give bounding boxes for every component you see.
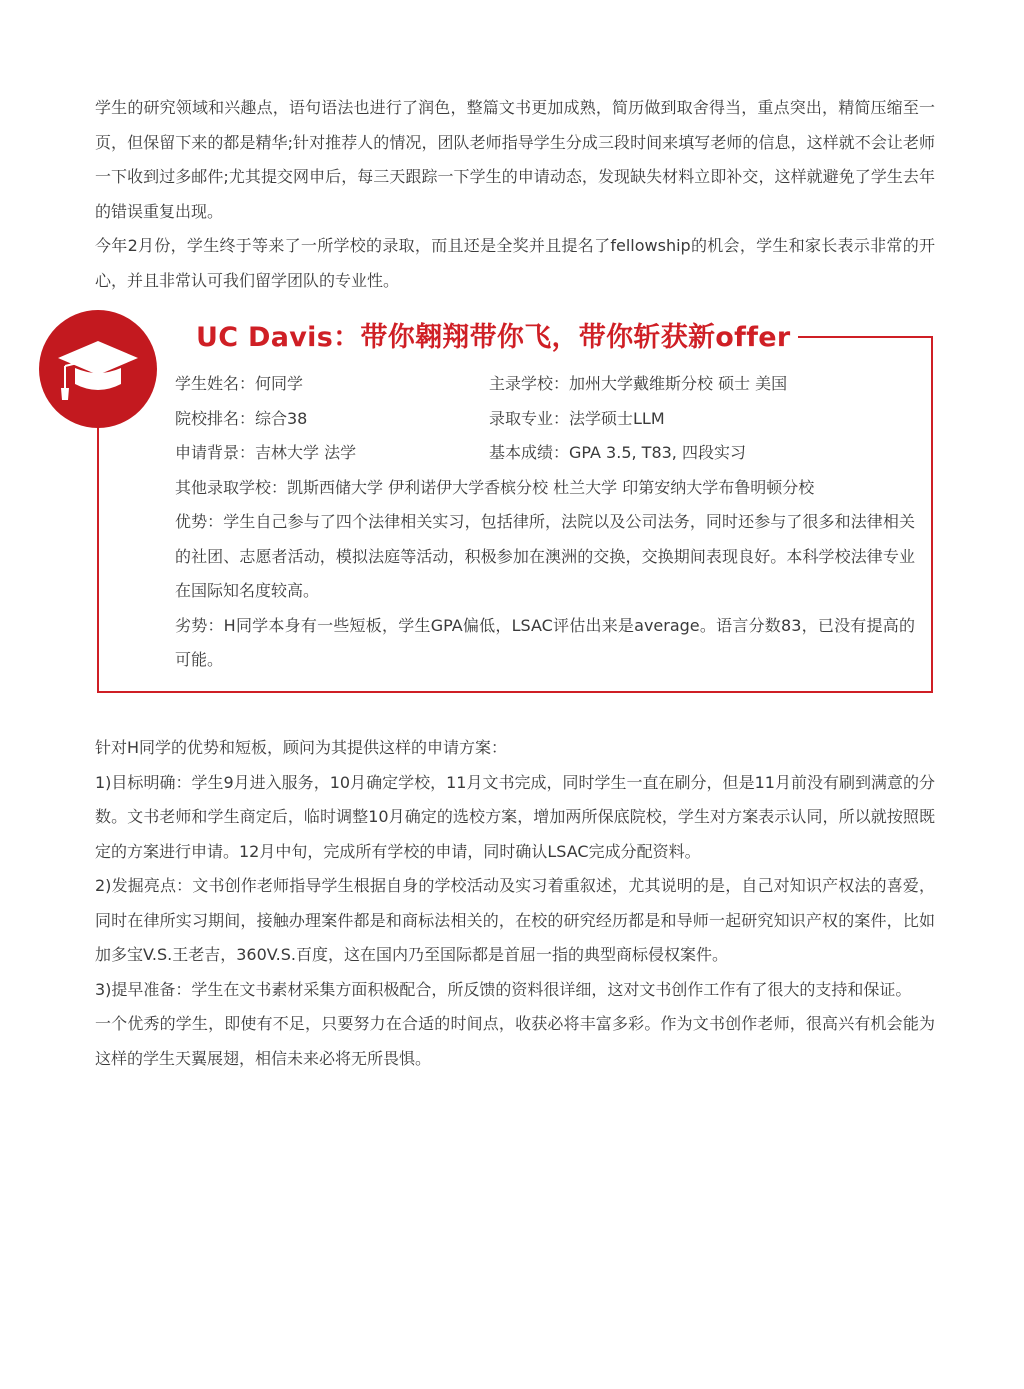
plan-intro: 针对H同学的优势和短板，顾问为其提供这样的申请方案：: [95, 738, 508, 757]
graduation-cap-icon: [39, 310, 157, 428]
basic-scores: 基本成绩：GPA 3.5, T83, 四段实习: [489, 443, 746, 462]
student-name: 学生姓名：何同学: [175, 374, 304, 393]
other-admitted-schools: 其他录取学校：凯斯西储大学 伊利诺伊大学香槟分校 杜兰大学 印第安纳大学布鲁明顿分校: [175, 477, 815, 497]
admitted-major: 录取专业：法学硕士LLM: [489, 408, 665, 428]
case-card-title: UC Davis：带你翱翔带你飞，带你斩获新offer: [196, 318, 798, 358]
main-school: 主录学校：加州大学戴维斯分校 硕士 美国: [489, 374, 788, 393]
application-plan: [95, 731, 935, 1076]
plan-item-highlights: 2)发掘亮点：文书创作老师指导学生根据自身的学校活动及实习着重叙述，尤其说明的是，自己对知识产权法的喜爱，同时在律所实习期间，接触办理案件都是和商标法相关的，在校的研究经历都是和导师一起研究知识产权的案件，比如加多宝V.S.王老吉，360V.S.百度，这在国内乃至国际都是首屈一指的典型商标侵权案件。: [95, 876, 935, 964]
info-row: [175, 436, 915, 471]
plan-closing: 一个优秀的学生，即使有不足，只要努力在合适的时间点，收获必将丰富多彩。作为文书创作老师，很高兴有机会能为这样的学生天翼展翅，相信未来必将无所畏惧。: [95, 1014, 935, 1068]
intro-paragraph-1: 学生的研究领域和兴趣点，语句语法也进行了润色，整篇文书更加成熟，简历做到取舍得当，重点突出，精简压缩至一页，但保留下来的都是精华;针对推荐人的情况，团队老师指导学生分成三段时间来填写老师的信息，这样就不会让老师一下收到过多邮件;尤其提交网申后，每三天跟踪一下学生的申请动态，发现缺失材料立即补交，这样就避免了学生去年的错误重复出现。: [95, 98, 935, 221]
case-card-body: [175, 367, 915, 678]
application-background: 申请背景：吉林大学 法学: [175, 443, 357, 462]
case-card-top-rule: [788, 336, 933, 338]
plan-item-preparation: 3)提早准备：学生在文书素材采集方面积极配合，所反馈的资料很详细，这对文书创作工作有了很大的支持和保证。: [95, 979, 912, 999]
intro-paragraph-2: 今年2月份，学生终于等来了一所学校的录取，而且还是全奖并且提名了fellowship的机会，学生和家长表示非常的开心，并且非常认可我们留学团队的专业性。: [95, 236, 935, 290]
strengths-text: 优势：学生自己参与了四个法律相关实习，包括律所，法院以及公司法务，同时还参与了很多和法律相关的社团、志愿者活动，模拟法庭等活动，积极参加在澳洲的交换，交换期间表现良好。本科学校法律专业在国际知名度较高。: [175, 512, 915, 600]
info-row: [175, 367, 915, 402]
weaknesses-text: 劣势：H同学本身有一些短板，学生GPA偏低，LSAC评估出来是average。语言分数83，已没有提高的可能。: [175, 615, 915, 669]
plan-item-goal: 1)目标明确：学生9月进入服务，10月确定学校，11月文书完成，同时学生一直在刷分，但是11月前没有刷到满意的分数。文书老师和学生商定后，临时调整10月确定的选校方案，增加两所保底院校，学生对方案表示认同，所以就按照既定的方案进行申请。12月中旬，完成所有学校的申请，同时确认LSAC完成分配资料。: [95, 772, 935, 861]
school-ranking: 院校排名：综合38: [175, 408, 308, 428]
info-row: [175, 402, 915, 437]
